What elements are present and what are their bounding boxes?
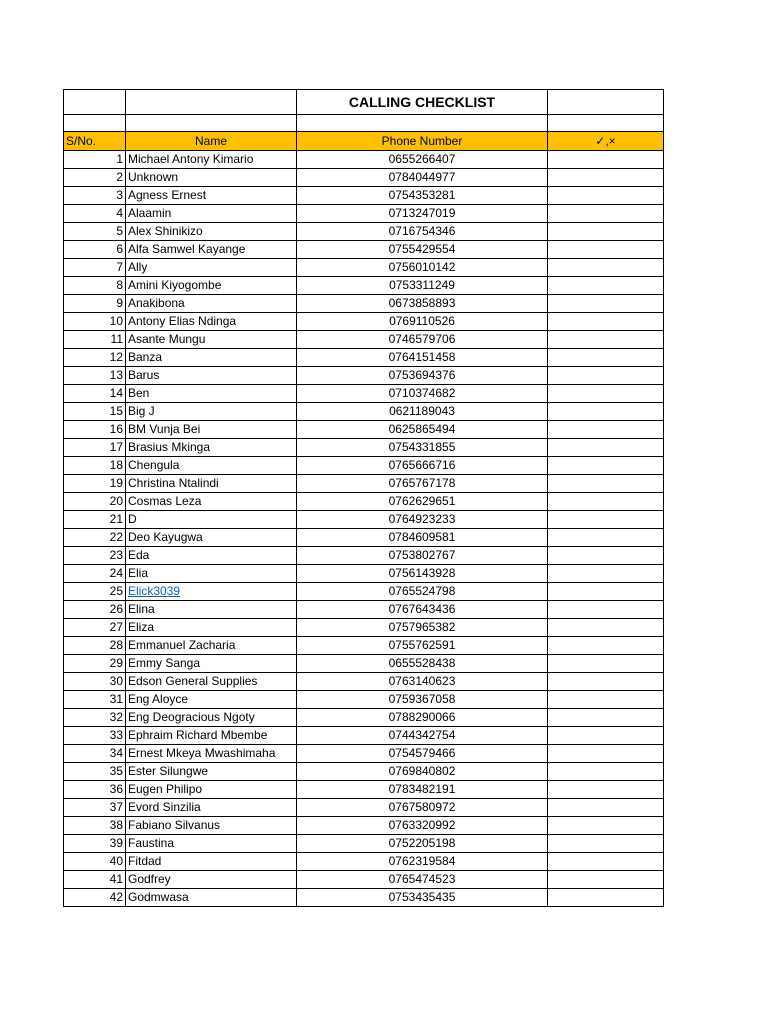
- name-cell[interactable]: Deo Kayugwa: [126, 529, 297, 547]
- phone-number-cell[interactable]: 0753802767: [297, 547, 548, 565]
- check-mark-cell[interactable]: [548, 853, 664, 871]
- table-row: [64, 583, 664, 601]
- serial-number-cell[interactable]: 24: [64, 565, 126, 583]
- name-cell[interactable]: Cosmas Leza: [126, 493, 297, 511]
- serial-number-cell[interactable]: 7: [64, 259, 126, 277]
- name-cell[interactable]: Big J: [126, 403, 297, 421]
- check-mark-cell[interactable]: [548, 205, 664, 223]
- phone-number-cell[interactable]: 0621189043: [297, 403, 548, 421]
- table-row: [64, 709, 664, 727]
- serial-number-cell[interactable]: 12: [64, 349, 126, 367]
- table-row: [64, 637, 664, 655]
- table-row: [64, 403, 664, 421]
- table-row: [64, 601, 664, 619]
- name-cell[interactable]: Alfa Samwel Kayange: [126, 241, 297, 259]
- name-cell[interactable]: Emmy Sanga: [126, 655, 297, 673]
- serial-number-cell[interactable]: 11: [64, 331, 126, 349]
- name-cell[interactable]: Elia: [126, 565, 297, 583]
- name-cell[interactable]: Ben: [126, 385, 297, 403]
- check-mark-cell[interactable]: [548, 655, 664, 673]
- name-cell[interactable]: Anakibona: [126, 295, 297, 313]
- header-phone-number[interactable]: Phone Number: [297, 132, 548, 151]
- check-mark-cell[interactable]: [548, 601, 664, 619]
- phone-number-cell[interactable]: 0765524798: [297, 583, 548, 601]
- table-body: [64, 90, 664, 907]
- check-mark-cell[interactable]: [548, 403, 664, 421]
- check-mark-cell[interactable]: [548, 349, 664, 367]
- check-mark-cell[interactable]: [548, 223, 664, 241]
- phone-number-cell[interactable]: 0746579706: [297, 331, 548, 349]
- empty-cell[interactable]: [297, 115, 548, 132]
- table-row: [64, 457, 664, 475]
- name-cell[interactable]: Elina: [126, 601, 297, 619]
- name-cell[interactable]: Evord Sinzilia: [126, 799, 297, 817]
- serial-number-cell[interactable]: 21: [64, 511, 126, 529]
- check-mark-cell[interactable]: [548, 493, 664, 511]
- name-cell[interactable]: BM Vunja Bei: [126, 421, 297, 439]
- name-cell[interactable]: Michael Antony Kimario: [126, 151, 297, 169]
- header-name[interactable]: Name: [126, 132, 297, 151]
- serial-number-cell[interactable]: 16: [64, 421, 126, 439]
- table-row: [64, 169, 664, 187]
- empty-cell[interactable]: [548, 115, 664, 132]
- serial-number-cell[interactable]: 20: [64, 493, 126, 511]
- check-mark-cell[interactable]: [548, 169, 664, 187]
- table-row: [64, 871, 664, 889]
- phone-number-cell[interactable]: 0788290066: [297, 709, 548, 727]
- serial-number-cell[interactable]: 19: [64, 475, 126, 493]
- name-cell[interactable]: Fitdad: [126, 853, 297, 871]
- check-mark-cell[interactable]: [548, 673, 664, 691]
- check-mark-cell[interactable]: [548, 781, 664, 799]
- serial-number-cell[interactable]: 14: [64, 385, 126, 403]
- name-cell[interactable]: Godfrey: [126, 871, 297, 889]
- table-row: [64, 673, 664, 691]
- phone-number-cell[interactable]: 0765474523: [297, 871, 548, 889]
- table-row: [64, 223, 664, 241]
- name-cell[interactable]: Brasius Mkinga: [126, 439, 297, 457]
- check-mark-cell[interactable]: [548, 511, 664, 529]
- name-cell[interactable]: Eliza: [126, 619, 297, 637]
- serial-number-cell[interactable]: 27: [64, 619, 126, 637]
- serial-number-cell[interactable]: 30: [64, 673, 126, 691]
- table-row: [64, 259, 664, 277]
- phone-number-cell[interactable]: 0755762591: [297, 637, 548, 655]
- table-row: [64, 691, 664, 709]
- check-mark-cell[interactable]: [548, 241, 664, 259]
- phone-number-cell[interactable]: 0754331855: [297, 439, 548, 457]
- check-mark-cell[interactable]: [548, 367, 664, 385]
- check-mark-cell[interactable]: [548, 439, 664, 457]
- name-cell[interactable]: Edson General Supplies: [126, 673, 297, 691]
- name-cell[interactable]: Alex Shinikizo: [126, 223, 297, 241]
- check-mark-cell[interactable]: [548, 151, 664, 169]
- check-mark-cell[interactable]: [548, 421, 664, 439]
- phone-number-cell[interactable]: 0765666716: [297, 457, 548, 475]
- phone-number-cell[interactable]: 0769110526: [297, 313, 548, 331]
- check-mark-cell[interactable]: [548, 187, 664, 205]
- blank-row: [64, 115, 664, 132]
- name-cell[interactable]: Ephraim Richard Mbembe: [126, 727, 297, 745]
- check-mark-cell[interactable]: [548, 295, 664, 313]
- name-cell[interactable]: Alaamin: [126, 205, 297, 223]
- phone-number-cell[interactable]: 0710374682: [297, 385, 548, 403]
- serial-number-cell[interactable]: 29: [64, 655, 126, 673]
- check-mark-cell[interactable]: [548, 565, 664, 583]
- phone-number-cell[interactable]: 0753311249: [297, 277, 548, 295]
- name-cell[interactable]: Unknown: [126, 169, 297, 187]
- name-cell[interactable]: Barus: [126, 367, 297, 385]
- check-mark-cell[interactable]: [548, 277, 664, 295]
- serial-number-cell[interactable]: 36: [64, 781, 126, 799]
- serial-number-cell[interactable]: 10: [64, 313, 126, 331]
- phone-number-cell[interactable]: 0673858893: [297, 295, 548, 313]
- title-row: [64, 90, 664, 115]
- phone-number-cell[interactable]: 0716754346: [297, 223, 548, 241]
- serial-number-cell[interactable]: 34: [64, 745, 126, 763]
- phone-number-cell[interactable]: 0713247019: [297, 205, 548, 223]
- header-row: [64, 132, 664, 151]
- serial-number-cell[interactable]: 31: [64, 691, 126, 709]
- phone-number-cell[interactable]: 0655528438: [297, 655, 548, 673]
- check-mark-cell[interactable]: [548, 745, 664, 763]
- name-cell[interactable]: Antony Elias Ndinga: [126, 313, 297, 331]
- table-row: [64, 493, 664, 511]
- sheet-title[interactable]: CALLING CHECKLIST: [297, 90, 548, 115]
- check-mark-cell[interactable]: [548, 799, 664, 817]
- table-row: [64, 817, 664, 835]
- table-row: [64, 529, 664, 547]
- check-mark-cell[interactable]: [548, 709, 664, 727]
- phone-number-cell[interactable]: 0767643436: [297, 601, 548, 619]
- serial-number-cell[interactable]: 39: [64, 835, 126, 853]
- name-cell[interactable]: Eng Aloyce: [126, 691, 297, 709]
- phone-number-cell[interactable]: 0756143928: [297, 565, 548, 583]
- phone-number-cell[interactable]: 0756010142: [297, 259, 548, 277]
- check-mark-cell[interactable]: [548, 637, 664, 655]
- phone-number-cell[interactable]: 0784044977: [297, 169, 548, 187]
- phone-number-cell[interactable]: 0762629651: [297, 493, 548, 511]
- serial-number-cell[interactable]: 8: [64, 277, 126, 295]
- serial-number-cell[interactable]: 2: [64, 169, 126, 187]
- name-cell[interactable]: Emmanuel Zacharia: [126, 637, 297, 655]
- table-row: [64, 835, 664, 853]
- phone-number-cell[interactable]: 0757965382: [297, 619, 548, 637]
- table-row: [64, 331, 664, 349]
- serial-number-cell[interactable]: 28: [64, 637, 126, 655]
- check-mark-cell[interactable]: [548, 385, 664, 403]
- name-cell[interactable]: Ernest Mkeya Mwashimaha: [126, 745, 297, 763]
- phone-number-cell[interactable]: 0784609581: [297, 529, 548, 547]
- serial-number-cell[interactable]: 9: [64, 295, 126, 313]
- phone-number-cell[interactable]: 0753435435: [297, 889, 548, 907]
- table-row: [64, 367, 664, 385]
- name-cell[interactable]: Fabiano Silvanus: [126, 817, 297, 835]
- check-mark-cell[interactable]: [548, 835, 664, 853]
- empty-cell[interactable]: [64, 115, 126, 132]
- table-row: [64, 799, 664, 817]
- check-mark-cell[interactable]: [548, 331, 664, 349]
- check-mark-cell[interactable]: [548, 871, 664, 889]
- phone-number-cell[interactable]: 0744342754: [297, 727, 548, 745]
- name-cell[interactable]: Chengula: [126, 457, 297, 475]
- empty-cell[interactable]: [126, 90, 297, 115]
- serial-number-cell[interactable]: 4: [64, 205, 126, 223]
- phone-number-cell[interactable]: 0752205198: [297, 835, 548, 853]
- table-row: [64, 745, 664, 763]
- table-row: [64, 421, 664, 439]
- name-cell[interactable]: Eda: [126, 547, 297, 565]
- table-row: [64, 655, 664, 673]
- name-cell[interactable]: Christina Ntalindi: [126, 475, 297, 493]
- table-row: [64, 853, 664, 871]
- phone-number-cell[interactable]: 0764923233: [297, 511, 548, 529]
- serial-number-cell[interactable]: 13: [64, 367, 126, 385]
- table-row: [64, 511, 664, 529]
- name-cell[interactable]: Agness Ernest: [126, 187, 297, 205]
- empty-cell[interactable]: [126, 115, 297, 132]
- serial-number-cell[interactable]: 40: [64, 853, 126, 871]
- calling-checklist-table: [63, 89, 664, 907]
- phone-number-cell[interactable]: 0763140623: [297, 673, 548, 691]
- table-row: [64, 385, 664, 403]
- check-mark-cell[interactable]: [548, 529, 664, 547]
- table-row: [64, 205, 664, 223]
- name-cell[interactable]: Eng Deogracious Ngoty: [126, 709, 297, 727]
- table-row: [64, 277, 664, 295]
- serial-number-cell[interactable]: 3: [64, 187, 126, 205]
- check-mark-cell[interactable]: [548, 259, 664, 277]
- header-check-mark[interactable]: ✓,×: [548, 132, 664, 151]
- serial-number-cell[interactable]: 23: [64, 547, 126, 565]
- table-row: [64, 781, 664, 799]
- name-cell[interactable]: Ally: [126, 259, 297, 277]
- header-serial-number[interactable]: S/No.: [64, 132, 126, 151]
- serial-number-cell[interactable]: 1: [64, 151, 126, 169]
- check-mark-cell[interactable]: [548, 313, 664, 331]
- serial-number-cell[interactable]: 32: [64, 709, 126, 727]
- check-mark-cell[interactable]: [548, 817, 664, 835]
- phone-number-cell[interactable]: 0753694376: [297, 367, 548, 385]
- serial-number-cell[interactable]: 38: [64, 817, 126, 835]
- phone-number-cell[interactable]: 0783482191: [297, 781, 548, 799]
- serial-number-cell[interactable]: 6: [64, 241, 126, 259]
- serial-number-cell[interactable]: 37: [64, 799, 126, 817]
- table-row: [64, 187, 664, 205]
- phone-number-cell[interactable]: 0765767178: [297, 475, 548, 493]
- check-mark-cell[interactable]: [548, 457, 664, 475]
- phone-number-cell[interactable]: 0754353281: [297, 187, 548, 205]
- table-row: [64, 151, 664, 169]
- serial-number-cell[interactable]: 15: [64, 403, 126, 421]
- name-cell[interactable]: Faustina: [126, 835, 297, 853]
- phone-number-cell[interactable]: 0763320992: [297, 817, 548, 835]
- table-row: [64, 727, 664, 745]
- name-cell[interactable]: Asante Mungu: [126, 331, 297, 349]
- name-cell[interactable]: Ester Silungwe: [126, 763, 297, 781]
- name-link-cell[interactable]: Elick3039: [126, 583, 297, 601]
- phone-number-cell[interactable]: 0655266407: [297, 151, 548, 169]
- name-cell[interactable]: D: [126, 511, 297, 529]
- name-cell[interactable]: Amini Kiyogombe: [126, 277, 297, 295]
- check-mark-cell[interactable]: [548, 727, 664, 745]
- name-cell[interactable]: Banza: [126, 349, 297, 367]
- serial-number-cell[interactable]: 25: [64, 583, 126, 601]
- table-row: [64, 547, 664, 565]
- table-row: [64, 889, 664, 907]
- phone-number-cell[interactable]: 0755429554: [297, 241, 548, 259]
- serial-number-cell[interactable]: 35: [64, 763, 126, 781]
- check-mark-cell[interactable]: [548, 619, 664, 637]
- table-row: [64, 619, 664, 637]
- check-mark-cell[interactable]: [548, 475, 664, 493]
- name-cell[interactable]: Eugen Philipo: [126, 781, 297, 799]
- empty-cell[interactable]: [548, 90, 664, 115]
- phone-number-cell[interactable]: 0754579466: [297, 745, 548, 763]
- serial-number-cell[interactable]: 22: [64, 529, 126, 547]
- serial-number-cell[interactable]: 5: [64, 223, 126, 241]
- table-row: [64, 763, 664, 781]
- serial-number-cell[interactable]: 18: [64, 457, 126, 475]
- phone-number-cell[interactable]: 0767580972: [297, 799, 548, 817]
- table-row: [64, 313, 664, 331]
- phone-number-cell[interactable]: 0759367058: [297, 691, 548, 709]
- check-mark-cell[interactable]: [548, 583, 664, 601]
- table-row: [64, 439, 664, 457]
- table-row: [64, 241, 664, 259]
- serial-number-cell[interactable]: 42: [64, 889, 126, 907]
- serial-number-cell[interactable]: 33: [64, 727, 126, 745]
- empty-cell[interactable]: [64, 90, 126, 115]
- serial-number-cell[interactable]: 17: [64, 439, 126, 457]
- check-mark-cell[interactable]: [548, 547, 664, 565]
- phone-number-cell[interactable]: 0764151458: [297, 349, 548, 367]
- serial-number-cell[interactable]: 26: [64, 601, 126, 619]
- table-row: [64, 295, 664, 313]
- table-row: [64, 349, 664, 367]
- table-row: [64, 475, 664, 493]
- table-row: [64, 565, 664, 583]
- check-mark-cell[interactable]: [548, 763, 664, 781]
- phone-number-cell[interactable]: 0625865494: [297, 421, 548, 439]
- name-cell[interactable]: Godmwasa: [126, 889, 297, 907]
- serial-number-cell[interactable]: 41: [64, 871, 126, 889]
- check-mark-cell[interactable]: [548, 691, 664, 709]
- phone-number-cell[interactable]: 0769840802: [297, 763, 548, 781]
- check-mark-cell[interactable]: [548, 889, 664, 907]
- phone-number-cell[interactable]: 0762319584: [297, 853, 548, 871]
